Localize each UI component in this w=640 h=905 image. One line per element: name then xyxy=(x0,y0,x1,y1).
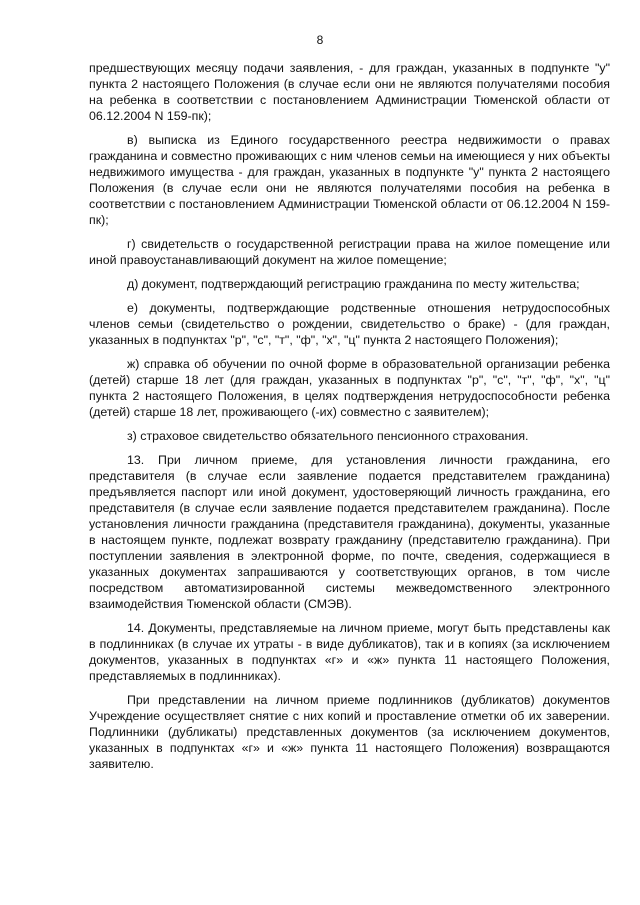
paragraph-item-z: з) страховое свидетельство обязательного пенсионного страхования. xyxy=(127,429,529,443)
paragraph-item-zh: ж) справка об обучении по очной форме в образовательной организации ребенка (детей) старше 18 лет (для граждан, указанных в подпунктах "р", "с", "т", "ф", "х", "ц" пункта 2 настоящего Положения, в целях подтверждения нетрудоспособности ребенка (детей) старше 18 лет, проживающего (-их) совместно с заявителем); xyxy=(89,357,610,419)
paragraph-clause-13: 13. При личном приеме, для установления личности гражданина, его представителя (в случае если заявление подается представителем гражданина) предъявляется паспорт или иной документ, удостоверяющий личность гражданина, его представителя (в случае если заявление подается представителем гражданина). После установления личности гражданина (представителя гражданина), документы, указанные в настоящем пункте, подлежат возврату гражданину (представителю гражданина). При поступлении заявления в электронной форме, по почте, сведения, содержащиеся в указанных документах запрашиваются у соответствующих органов, в том числе посредством автоматизированной системы межведомственного электронного взаимодействия Тюменской области (СМЭВ). xyxy=(89,453,610,611)
paragraph-item-e: е) документы, подтверждающие родственные отношения нетрудоспособных членов семьи (свидетельство о рождении, свидетельство о браке) - (для граждан, указанных в подпунктах "р", "с", "т", "ф", "х", "ц" пункта 2 настоящего Положения); xyxy=(89,301,610,347)
paragraph-item-v: в) выписка из Единого государственного реестра недвижимости о правах гражданина и совместно проживающих с ним членов семьи на имеющиеся у них объекты недвижимого имущества - для граждан, указанных в подпункте "у" пункта 2 настоящего Положения (в случае если они не являются получателями пособия на ребенка в соответствии с постановлением Администрации Тюменской области от 06.12.2004 N 159-пк); xyxy=(89,133,610,227)
paragraph-originals-return: При представлении на личном приеме подлинников (дубликатов) документов Учреждение осуществляет снятие с них копий и проставление отметки об их заверении. Подлинники (дубликаты) представленных документов (за исключением документов, указанных в подпунктах «г» и «ж» пункта 11 настоящего Положения) возвращаются заявителю. xyxy=(89,693,610,771)
paragraph-continuation: предшествующих месяцу подачи заявления, - для граждан, указанных в подпункте "у" пункта 2 настоящего Положения (в случае если они не являются получателями пособия на ребенка в соответствии с постановлением Администрации Тюменской области от 06.12.2004 N 159-пк); xyxy=(89,61,610,123)
page-number: 8 xyxy=(316,33,324,47)
paragraph-clause-14: 14. Документы, представляемые на личном приеме, могут быть представлены как в подлинниках (в случае их утраты - в виде дубликатов), так и в копиях (за исключением документов, указанных в подпунктах «г» и «ж» пункта 11 настоящего Положения, представляемых в подлинниках). xyxy=(89,621,610,683)
paragraph-item-d: д) документ, подтверждающий регистрацию гражданина по месту жительства; xyxy=(127,277,580,291)
document-body xyxy=(89,60,610,780)
paragraph-item-g: г) свидетельств о государственной регистрации права на жилое помещение или иной правоустанавливающий документ на жилое помещение; xyxy=(89,237,610,267)
